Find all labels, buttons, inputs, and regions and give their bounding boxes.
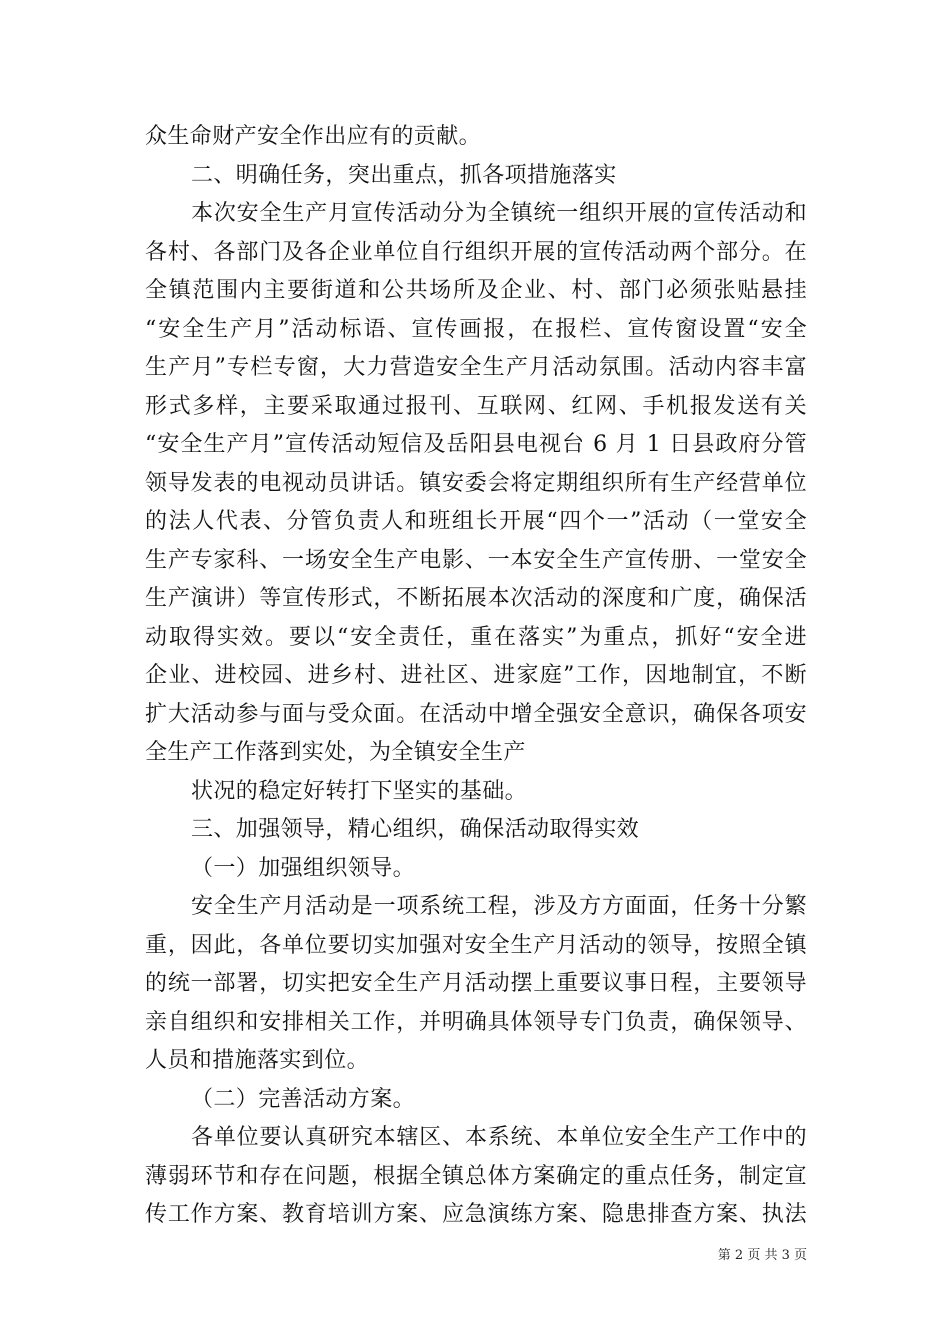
text-line: 重，因此，各单位要切实加强对安全生产月活动的领导，按照全镇 bbox=[145, 932, 807, 958]
page-number: 第 2 页 共 3 页 bbox=[717, 1248, 807, 1263]
section-heading: 三、加强领导，精心组织，确保活动取得实效 bbox=[191, 817, 640, 842]
text-line: 人员和措施落实到位。 bbox=[145, 1048, 370, 1073]
text-line: 企业、进校园、进乡村、进社区、进家庭”工作，因地制宜，不断 bbox=[145, 663, 807, 688]
text-line: 领导发表的电视动员讲话。镇安委会将定期组织所有生产经营单位 bbox=[145, 470, 807, 496]
text-line: “安全生产月”宣传活动短信及岳阳县电视台 6 月 1 日县政府分管 bbox=[145, 432, 807, 457]
text-line: 形式多样，主要采取通过报刊、互联网、红网、手机报发送有关 bbox=[145, 393, 807, 419]
body-text bbox=[145, 118, 807, 1235]
text-line: 的法人代表、分管负责人和班组长开展“四个一”活动（一堂安全 bbox=[145, 509, 807, 534]
text-line: 各单位要认真研究本辖区、本系统、本单位安全生产工作中的 bbox=[191, 1125, 807, 1150]
subsection-heading: （二）完善活动方案。 bbox=[191, 1086, 416, 1112]
subsection-heading: （一）加强组织领导。 bbox=[191, 855, 416, 881]
text-line: 生产专家科、一场安全生产电影、一本安全生产宣传册、一堂安全 bbox=[145, 547, 807, 573]
text-line: 全生产工作落到实处，为全镇安全生产 bbox=[145, 740, 526, 765]
text-line: 动取得实效。要以“安全责任，重在落实”为重点，抓好“安全进 bbox=[145, 624, 807, 650]
text-line: 本次安全生产月宣传活动分为全镇统一组织开展的宣传活动和 bbox=[191, 201, 807, 226]
text-line: 状况的稳定好转打下坚实的基础。 bbox=[191, 778, 528, 804]
text-line: 亲自组织和安排相关工作，并明确具体领导专门负责，确保领导、 bbox=[145, 1009, 807, 1035]
text-line: 各村、各部门及各企业单位自行组织开展的宣传活动两个部分。在 bbox=[145, 239, 807, 265]
text-line: 的统一部署，切实把安全生产月活动摆上重要议事日程，主要领导 bbox=[145, 971, 807, 996]
text-line: 全镇范围内主要街道和公共场所及企业、村、部门必须张贴悬挂 bbox=[145, 278, 807, 303]
text-line: 扩大活动参与面与受众面。在活动中增全强安全意识，确保各项安 bbox=[145, 701, 807, 727]
text-line: 生产月”专栏专窗，大力营造安全生产月活动氛围。活动内容丰富 bbox=[145, 355, 807, 380]
text-line: 生产演讲）等宣传形式，不断拓展本次活动的深度和广度，确保活 bbox=[145, 586, 807, 611]
text-line: 薄弱环节和存在问题，根据全镇总体方案确定的重点任务，制定宣 bbox=[145, 1163, 807, 1189]
text-line: 安全生产月活动是一项系统工程，涉及方方面面，任务十分繁 bbox=[191, 894, 807, 919]
text-line: 传工作方案、教育培训方案、应急演练方案、隐患排查方案、执法 bbox=[145, 1202, 807, 1227]
text-line: “安全生产月”活动标语、宣传画报，在报栏、宣传窗设置“安全 bbox=[145, 316, 807, 342]
text-line: 众生命财产安全作出应有的贡献。 bbox=[145, 124, 482, 149]
section-heading: 二、明确任务，突出重点，抓各项措施落实 bbox=[191, 162, 617, 188]
